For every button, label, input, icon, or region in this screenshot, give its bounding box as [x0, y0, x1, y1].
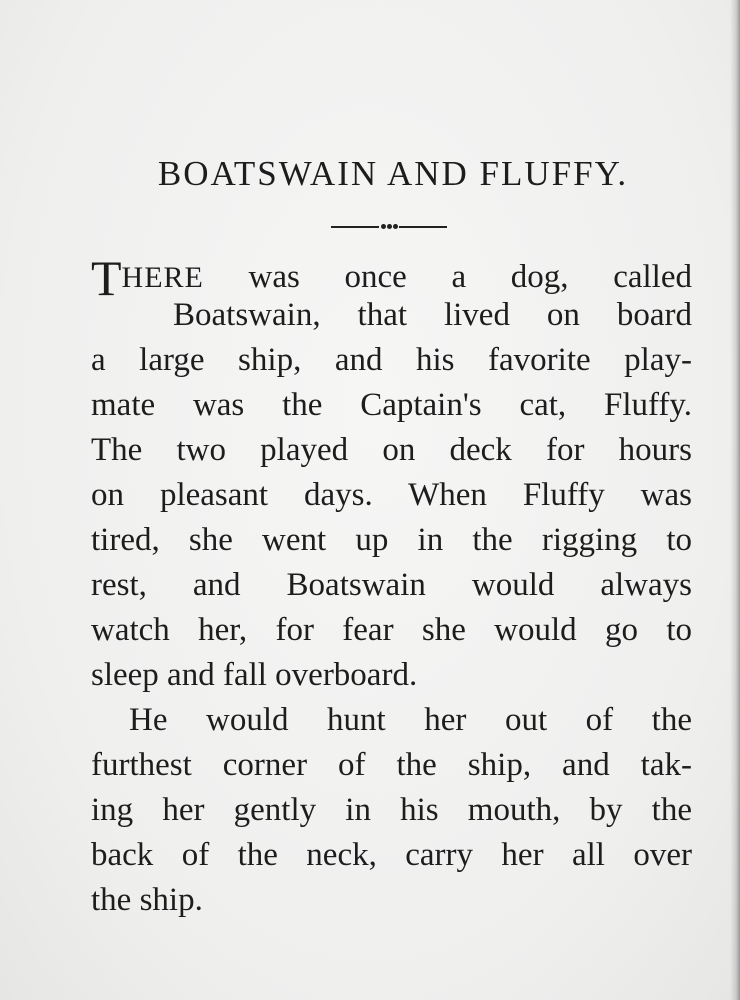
ornament-dot — [387, 224, 392, 229]
story-line: back of the neck, carry her all over — [91, 837, 692, 873]
story-line: tired, she went up in the rigging to — [91, 522, 692, 558]
ornament-rule-right — [399, 226, 447, 228]
story-line: mate was the Captain's cat, Fluffy. — [91, 387, 692, 423]
story-title: BOATSWAIN AND FLUFFY. — [157, 154, 629, 193]
story-line — [91, 248, 692, 306]
story-text — [91, 248, 692, 923]
story-line: watch her, for fear she would go to — [91, 612, 692, 648]
story-line: He would hunt her out of the — [129, 702, 692, 738]
ornament-dots — [379, 224, 399, 230]
story-line: sleep and fall overboard. — [91, 657, 418, 693]
story-line: the ship. — [91, 882, 203, 918]
drop-cap: T — [91, 250, 122, 306]
story-line: furthest corner of the ship, and tak- — [91, 747, 692, 783]
story-line: ing her gently in his mouth, by the — [91, 792, 692, 828]
story-line: Boatswain, that lived on board — [173, 297, 692, 333]
first-word: HERE — [121, 261, 204, 294]
story-line: rest, and Boatswain would always — [91, 567, 692, 603]
line-text: was once a dog, called — [203, 259, 692, 295]
title-ornament — [331, 222, 447, 232]
story-line: on pleasant days. When Fluffy was — [91, 477, 692, 513]
ornament-dot — [393, 224, 398, 229]
ornament-dot — [381, 224, 386, 229]
story-line: a large ship, and his favorite play- — [91, 342, 692, 378]
page-edge-shadow — [730, 0, 740, 1000]
story-line: The two played on deck for hours — [91, 432, 692, 468]
ornament-rule-left — [331, 226, 379, 228]
